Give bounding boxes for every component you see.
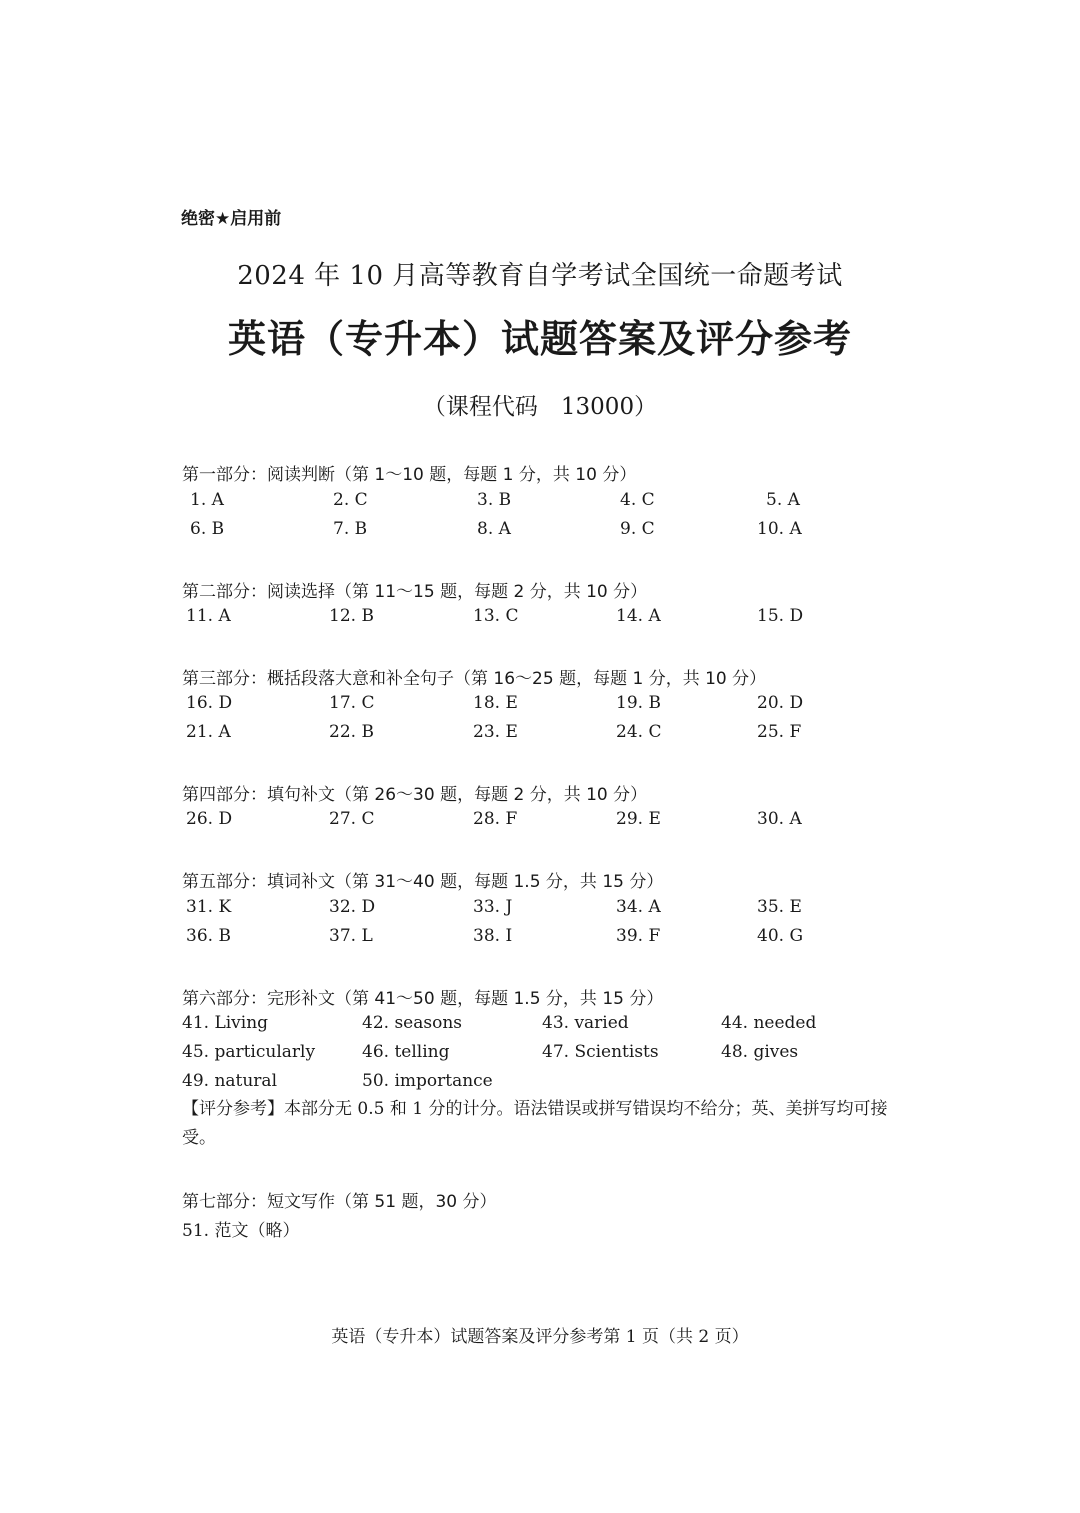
answer-item: 4. C (620, 490, 655, 510)
section-7-heading: 第七部分：短文写作（第 51 题，30 分） (182, 1192, 497, 1212)
answer-item: 19. B (616, 693, 661, 713)
section-4-heading: 第四部分：填句补文（第 26～30 题，每题 2 分，共 10 分） (182, 785, 648, 805)
scoring-note: 【评分参考】本部分无 0.5 和 1 分的计分。语法错误或拼写错误均不给分；英、美拼写均可接受。 (182, 1099, 888, 1148)
answer-item: 45. particularly (182, 1042, 316, 1062)
answer-item: 36. B (186, 926, 231, 946)
answer-item: 49. natural (182, 1071, 278, 1091)
answer-item: 8. A (477, 519, 511, 539)
answer-item: 26. D (186, 809, 233, 829)
answer-item: 13. C (473, 606, 519, 626)
answer-item: 33. J (473, 897, 513, 917)
section-1-heading: 第一部分：阅读判断（第 1～10 题，每题 1 分，共 10 分） (182, 465, 637, 485)
answer-item: 50. importance (362, 1071, 493, 1091)
answer-item: 6. B (190, 519, 225, 539)
answer-item: 41. Living (182, 1013, 269, 1033)
answer-item: 31. K (186, 897, 232, 917)
answer-item: 17. C (329, 693, 375, 713)
answer-item: 47. Scientists (542, 1042, 659, 1062)
answer-item: 35. E (757, 897, 802, 917)
answer-item: 43. varied (542, 1013, 629, 1033)
answer-item: 29. E (616, 809, 661, 829)
answer-item: 3. B (477, 490, 512, 510)
document-title: 英语（专升本）试题答案及评分参考 (227, 317, 852, 361)
answer-item: 39. F (616, 926, 661, 946)
answer-item: 37. L (329, 926, 373, 946)
answer-item: 11. A (186, 606, 231, 626)
answer-item: 32. D (329, 897, 376, 917)
answer-item: 40. G (757, 926, 804, 946)
answer-item: 27. C (329, 809, 375, 829)
answer-item: 15. D (757, 606, 804, 626)
answer-item: 12. B (329, 606, 374, 626)
section-5-heading: 第五部分：填词补文（第 31～40 题，每题 1.5 分，共 15 分） (182, 872, 664, 892)
answer-item: 48. gives (721, 1042, 799, 1062)
course-code: （课程代码 13000） (422, 394, 658, 420)
answer-item: 38. I (473, 926, 513, 946)
answer-item: 30. A (757, 809, 802, 829)
answer-item: 42. seasons (362, 1013, 462, 1033)
exam-title: 2024 年 10 月高等教育自学考试全国统一命题考试 (237, 261, 843, 291)
answer-item: 14. A (616, 606, 661, 626)
answer-item: 34. A (616, 897, 661, 917)
section-2-heading: 第二部分：阅读选择（第 11～15 题，每题 2 分，共 10 分） (182, 582, 648, 602)
answer-item: 2. C (333, 490, 368, 510)
answer-item: 24. C (616, 722, 662, 742)
answer-item: 28. F (473, 809, 518, 829)
page-footer: 英语（专升本）试题答案及评分参考第 1 页（共 2 页） (331, 1327, 749, 1347)
answer-item: 7. B (333, 519, 368, 539)
answer-item: 22. B (329, 722, 374, 742)
answer-item: 16. D (186, 693, 233, 713)
answer-item: 23. E (473, 722, 518, 742)
answer-item: 46. telling (362, 1042, 450, 1062)
answer-item: 20. D (757, 693, 804, 713)
confidential-label: 绝密★启用前 (181, 209, 282, 229)
answer-item: 9. C (620, 519, 655, 539)
answer-item: 25. F (757, 722, 802, 742)
answer-item: 51. 范文（略） (182, 1221, 300, 1241)
section-3-heading: 第三部分：概括段落大意和补全句子（第 16～25 题，每题 1 分，共 10 分） (182, 669, 767, 689)
section-6-heading: 第六部分：完形补文（第 41～50 题，每题 1.5 分，共 15 分） (182, 989, 664, 1009)
answer-item: 18. E (473, 693, 518, 713)
answer-item: 21. A (186, 722, 231, 742)
answer-item: 1. A (190, 490, 224, 510)
answer-item: 10. A (757, 519, 802, 539)
answer-item: 5. A (766, 490, 800, 510)
answer-item: 44. needed (721, 1013, 817, 1033)
